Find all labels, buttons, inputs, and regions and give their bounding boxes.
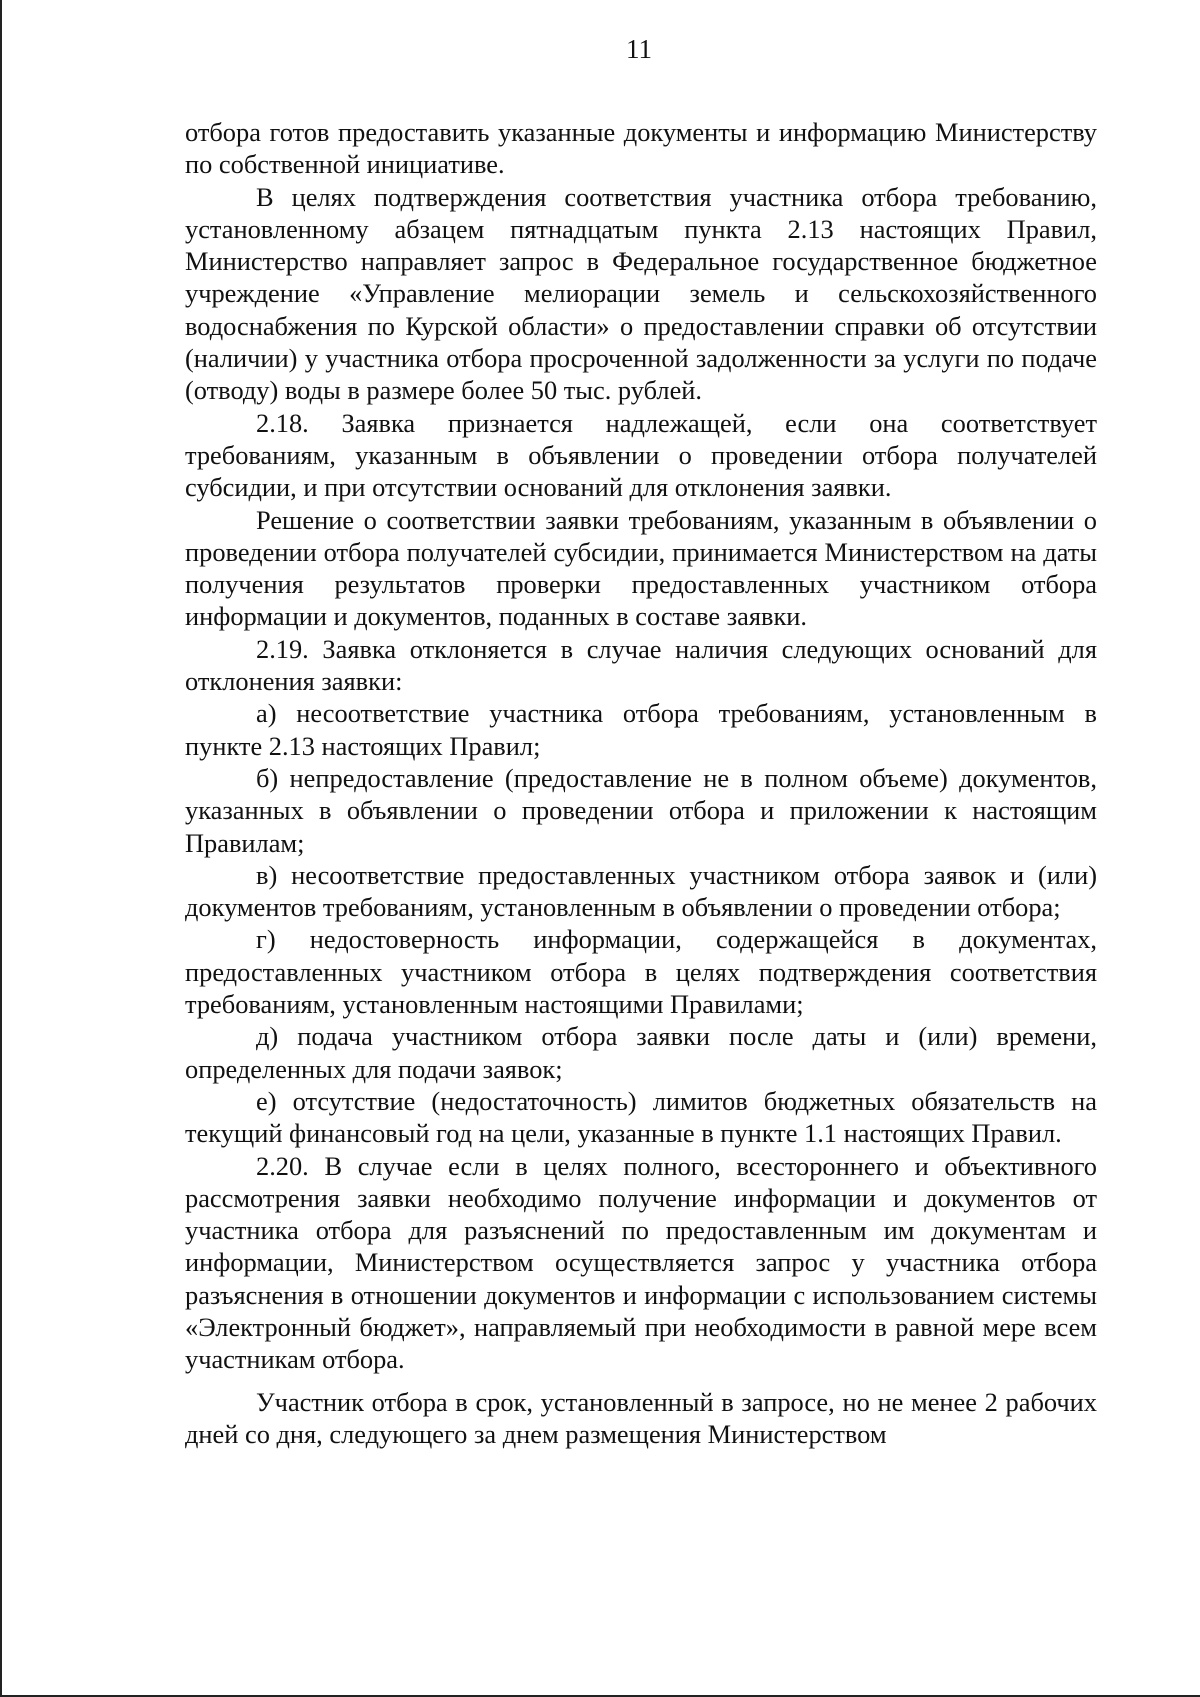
paragraph-continuation: отбора готов предоставить указанные документы и информацию Министерству по собственной инициативе. [185,117,1097,180]
list-item-g: г) недостоверность информации, содержащейся в документах, предоставленных участником отбора в целях подтверждения соответствия требованиям, установленным настоящими Правилами; [185,924,1097,1020]
list-item-a: а) несоответствие участника отбора требованиям, установленным в пункте 2.13 настоящих Правил; [185,698,1097,761]
paragraph-decision: Решение о соответствии заявки требованиям, указанным в объявлении о проведении отбора получателей субсидии, принимается Министерством на даты получения результатов проверки предоставленных участником отбора информации и документов, поданных в составе заявки. [185,504,1097,632]
list-item-b: б) непредоставление (предоставление не в полном объеме) документов, указанных в объявлении о проведении отбора и приложении к настоящим Правилам; [185,762,1097,858]
list-item-e: е) отсутствие (недостаточность) лимитов бюджетных обязательств на текущий финансовый год на цели, указанные в пункте 1.1 настоящих Правил. [185,1085,1097,1149]
paragraph-2-20: 2.20. В случае если в целях полного, всестороннего и объективного рассмотрения заявки необходимо получение информации и документов от участника отбора для разъяснений по предоставленным им документам и информации, Министерством осуществляется запрос у участника отбора разъяснения в отношении документов и информации с использованием системы «Электронный бюджет», направляемый при необходимости в равной мере всем участникам отбора. [185,1150,1097,1375]
list-item-d: д) подача участником отбора заявки после даты и (или) времени, определенных для подачи заявок; [185,1021,1097,1084]
paragraph-2-18: 2.18. Заявка признается надлежащей, если она соответствует требованиям, указанным в объявлении о проведении отбора получателей субсидии, и при отсутствии оснований для отклонения заявки. [185,407,1097,503]
paragraph-verification: В целях подтверждения соответствия участника отбора требованию, установленному абзацем пятнадцатым пункта 2.13 настоящих Правил, Министерство направляет запрос в Федеральное государственное бюджетное учреждение «Управление мелиорации земель и сельскохозяйственного водоснабжения по Курской области» о предоставлении справки об отсутствии (наличии) у участника отбора просроченной задолженности за услуги по подаче (отводу) воды в размере более 50 тыс. рублей. [185,181,1097,406]
paragraph-2-19: 2.19. Заявка отклоняется в случае наличия следующих оснований для отклонения заявки: [185,633,1097,697]
list-item-v: в) несоответствие предоставленных участником отбора заявок и (или) документов требованиям, установленным в объявлении о проведении отбора; [185,859,1097,923]
document-body [185,116,1097,1450]
paragraph-participant-deadline: Участник отбора в срок, установленный в запросе, но не менее 2 рабочих дней со дня, следующего за днем размещения Министерством [185,1386,1097,1449]
page-number: 11 [626,34,652,64]
